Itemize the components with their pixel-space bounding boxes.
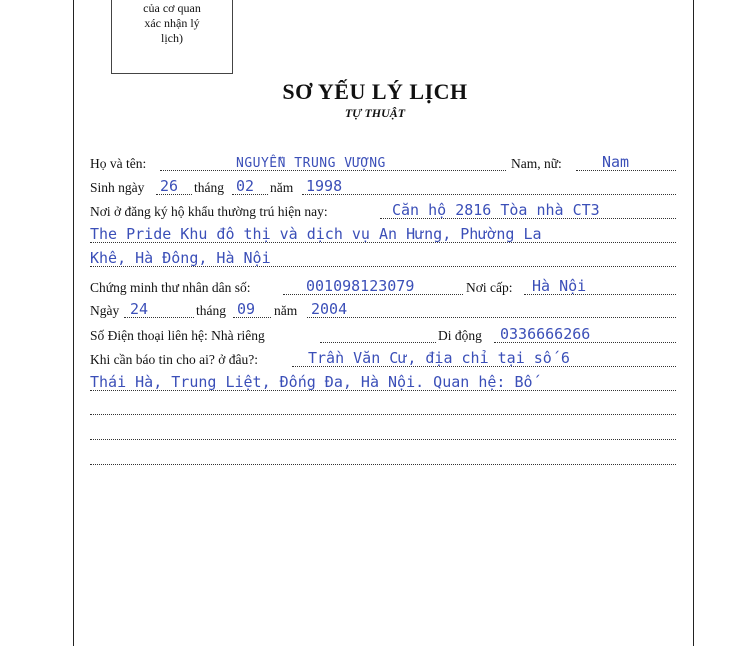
name-row (90, 150, 676, 174)
photo-box-line: của cơ quan (143, 1, 201, 15)
residence-value: Khê, Hà Đông, Hà Nội (90, 249, 271, 267)
phone-label: Số Điện thoại liên hệ: Nhà riêng (90, 328, 265, 343)
blank-dots (90, 413, 676, 415)
dob-label: Sinh ngày (90, 180, 145, 195)
residence-value: Căn hộ 2816 Tòa nhà CT3 (392, 201, 600, 219)
photo-box (111, 0, 233, 74)
photo-box-line: xác nhận lý (144, 16, 200, 30)
issue-year-dots (307, 316, 676, 318)
name-value: NGUYỄN TRUNG VƯỢNG (236, 156, 386, 171)
name-label: Họ và tên: (90, 156, 147, 171)
issue-day-value: 24 (130, 300, 149, 318)
mobile-value: 0336666266 (500, 325, 591, 343)
dob-year-dots (302, 193, 676, 195)
issue-month-label: tháng (196, 303, 226, 318)
dob-row (90, 174, 676, 198)
contact-value: Trần Văn Cư, địa chỉ tại số 6 (308, 349, 570, 367)
dob-month-label: tháng (194, 180, 224, 195)
dob-month-value: 02 (236, 177, 255, 195)
blank-dots (90, 438, 676, 440)
issue-year-value: 2004 (311, 300, 348, 318)
residence-label: Nơi ở đăng ký hộ khẩu thường trú hiện nay: (90, 204, 328, 219)
blank-row (90, 419, 676, 443)
photo-box-line: lịch) (161, 31, 183, 45)
blank-row (90, 394, 676, 418)
blank-dots (90, 463, 676, 465)
blank-row (90, 444, 676, 468)
issue-month-value: 09 (237, 300, 256, 318)
home-phone-dots (320, 341, 436, 343)
issue-year-label: năm (274, 303, 298, 318)
gender-value: Nam (602, 153, 630, 171)
phone-row (90, 322, 676, 346)
mobile-label: Di động (438, 328, 482, 343)
issue-date-row (90, 297, 676, 321)
id-row (90, 274, 676, 298)
contact-row (90, 346, 676, 370)
gender-label: Nam, nữ: (511, 156, 562, 171)
id-label: Chứng minh thư nhân dân số: (90, 280, 251, 295)
issue-place-value: Hà Nội (532, 277, 587, 295)
contact-label: Khi cần báo tin cho ai? ở đâu?: (90, 352, 258, 367)
dob-year-label: năm (270, 180, 294, 195)
document-subtitle: TỰ THUẬT (344, 106, 406, 120)
id-value: 001098123079 (306, 277, 415, 295)
residence-row-2 (90, 222, 676, 246)
dob-day-value: 26 (160, 177, 179, 195)
document-title: SƠ YẾU LÝ LỊCH (282, 79, 468, 104)
contact-row-2 (90, 370, 676, 394)
issue-place-label: Nơi cấp: (466, 280, 513, 295)
residence-value: The Pride Khu đô thị và dịch vụ An Hưng, Phường La (90, 225, 542, 243)
contact-value: Thái Hà, Trung Liệt, Đống Đa, Hà Nội. Quan hệ: Bố (90, 373, 533, 391)
issue-date-label: Ngày (90, 303, 120, 318)
residence-row-3 (90, 246, 676, 270)
dob-year-value: 1998 (306, 177, 343, 195)
residence-row (90, 198, 676, 222)
